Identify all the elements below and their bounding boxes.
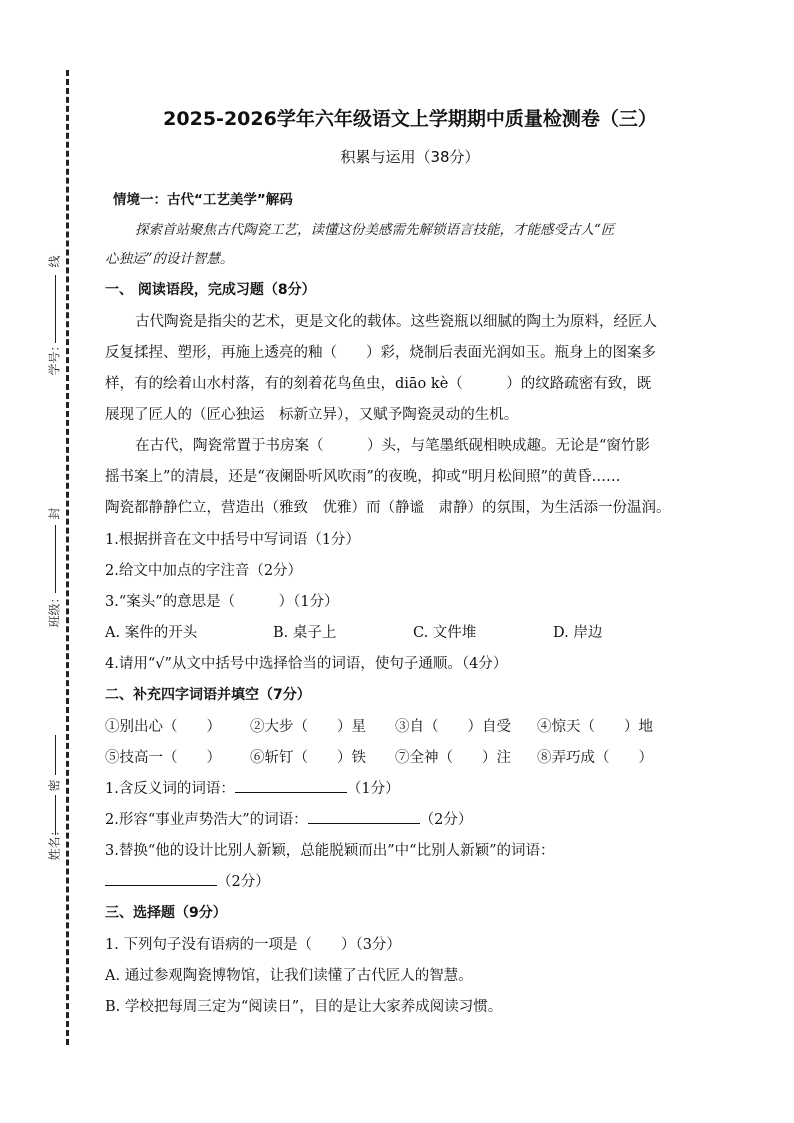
binding-dashed-line (66, 70, 69, 1045)
side-label-feng: 封 (47, 507, 62, 520)
q2-idiom-4: ④惊天（ ）地 (537, 719, 653, 735)
q2-sub-3-answer (105, 870, 270, 891)
situation-intro-line-1: 探索首站聚焦古代陶瓷工艺，读懂这份美感需先解锁语言技能，才能感受古人“匠 (135, 222, 615, 238)
q2-sub-2-points: （2分） (419, 812, 473, 828)
side-rule-banji (55, 525, 56, 593)
q1-paragraph-2-line-2: 摇书案上”的清晨，还是“夜阑卧听风吹雨”的夜晚，抑或“明月松间照”的黄昏…… (105, 469, 621, 485)
q1-option-c: C. 文件堆 (413, 625, 477, 641)
q2-sub-2 (105, 808, 472, 829)
q1-option-d: D. 岸边 (553, 625, 603, 641)
side-label-xian: 线 (47, 255, 62, 268)
q1-option-a: A. 案件的开头 (105, 625, 198, 641)
side-label-banji: 班级： (47, 591, 62, 628)
q1-sub-4: 4.请用“√”从文中括号中选择恰当的词语，使句子通顺。（4分） (105, 656, 508, 672)
q2-idiom-6: ⑥斩钉（ ）铁 (250, 750, 366, 766)
q1-paragraph-1-line-2: 反复揉捏、塑形，再施上透亮的釉（ ）彩，烧制后表面光润如玉。瓶身上的图案多 (105, 345, 656, 361)
q1-paragraph-2-line-1: 在古代，陶瓷常置于书房案（ ）头，与笔墨纸砚相映成趣。无论是“窗竹影 (135, 438, 650, 454)
q2-sub-1-points: （1分） (346, 781, 400, 797)
q1-option-b: B. 桌子上 (273, 625, 337, 641)
q3-option-a: A. 通过参观陶瓷博物馆，让我们读懂了古代匠人的智慧。 (105, 968, 473, 984)
q2-idiom-3: ③自（ ）自受 (395, 719, 511, 735)
side-rule-mi (55, 735, 56, 775)
situation-heading: 情境一：古代“工艺美学”解码 (113, 192, 293, 208)
q2-sub-3-text: 3.替换“他的设计比别人新颖，总能脱颖而出”中“比别人新颖”的词语： (105, 843, 555, 859)
q3-sub-1: 1. 下列句子没有语病的一项是（ ）（3分） (105, 937, 401, 953)
side-label-xuehao: 学号： (47, 339, 62, 376)
side-label-mi: 密 (47, 779, 62, 792)
q3-heading: 三、选择题（9分） (105, 905, 227, 921)
q1-paragraph-2-line-3: 陶瓷都静静伫立，营造出（雅致 优雅）而（静谧 肃静）的氛围，为生活添一份温润。 (105, 500, 671, 516)
q2-idiom-1: ①别出心（ ） (105, 719, 221, 735)
q1-heading: 一、 阅读语段，完成习题（8分） (105, 282, 316, 298)
side-label-xingming: 姓名： (47, 824, 62, 861)
q1-paragraph-1-line-1: 古代陶瓷是指尖的艺术，更是文化的载体。这些瓷瓶以细腻的陶土为原料，经匠人 (135, 314, 657, 330)
q1-sub-3: 3.“案头”的意思是（ ）（1分） (105, 594, 339, 610)
q2-sub-1-text: 1.含反义词的词语： (105, 781, 235, 797)
q1-paragraph-1-line-3: 样，有的绘着山水村落，有的刻着花鸟鱼虫，diāo kè（ ）的纹路疏密有致，既 (105, 376, 652, 392)
q2-sub-1 (105, 777, 400, 798)
q2-idiom-5: ⑤技高一（ ） (105, 750, 221, 766)
q1-sub-1: 1.根据拼音在文中括号中写词语（1分） (105, 532, 361, 548)
q2-idiom-7: ⑦全神（ ）注 (395, 750, 511, 766)
side-rule-xuehao (55, 275, 56, 343)
q2-sub-3-answer-line[interactable] (105, 871, 217, 886)
q1-paragraph-1-line-4: 展现了匠人的（匠心独运 标新立异），又赋予陶瓷灵动的生机。 (105, 407, 519, 423)
q2-sub-3-points: （2分） (217, 874, 270, 890)
q1-sub-2: 2.给文中加点的字注音（2分） (105, 563, 303, 579)
q3-option-b: B. 学校把每周三定为“阅读日”，目的是让大家养成阅读习惯。 (105, 999, 503, 1015)
page-title: 2025-2026学年六年级语文上学期期中质量检测卷（三） (163, 108, 657, 130)
q2-sub-1-answer-line[interactable] (235, 778, 347, 793)
page-subtitle: 积累与运用（38分） (340, 148, 480, 166)
q2-idiom-8: ⑧弄巧成（ ） (537, 750, 653, 766)
situation-intro-line-2: 心独运”的设计智慧。 (105, 251, 234, 267)
q2-sub-2-text: 2.形容“事业声势浩大”的词语： (105, 812, 308, 828)
q2-idiom-2: ②大步（ ）星 (250, 719, 366, 735)
q2-sub-2-answer-line[interactable] (308, 809, 420, 824)
q2-heading: 二、补充四字词语并填空（7分） (105, 687, 311, 703)
